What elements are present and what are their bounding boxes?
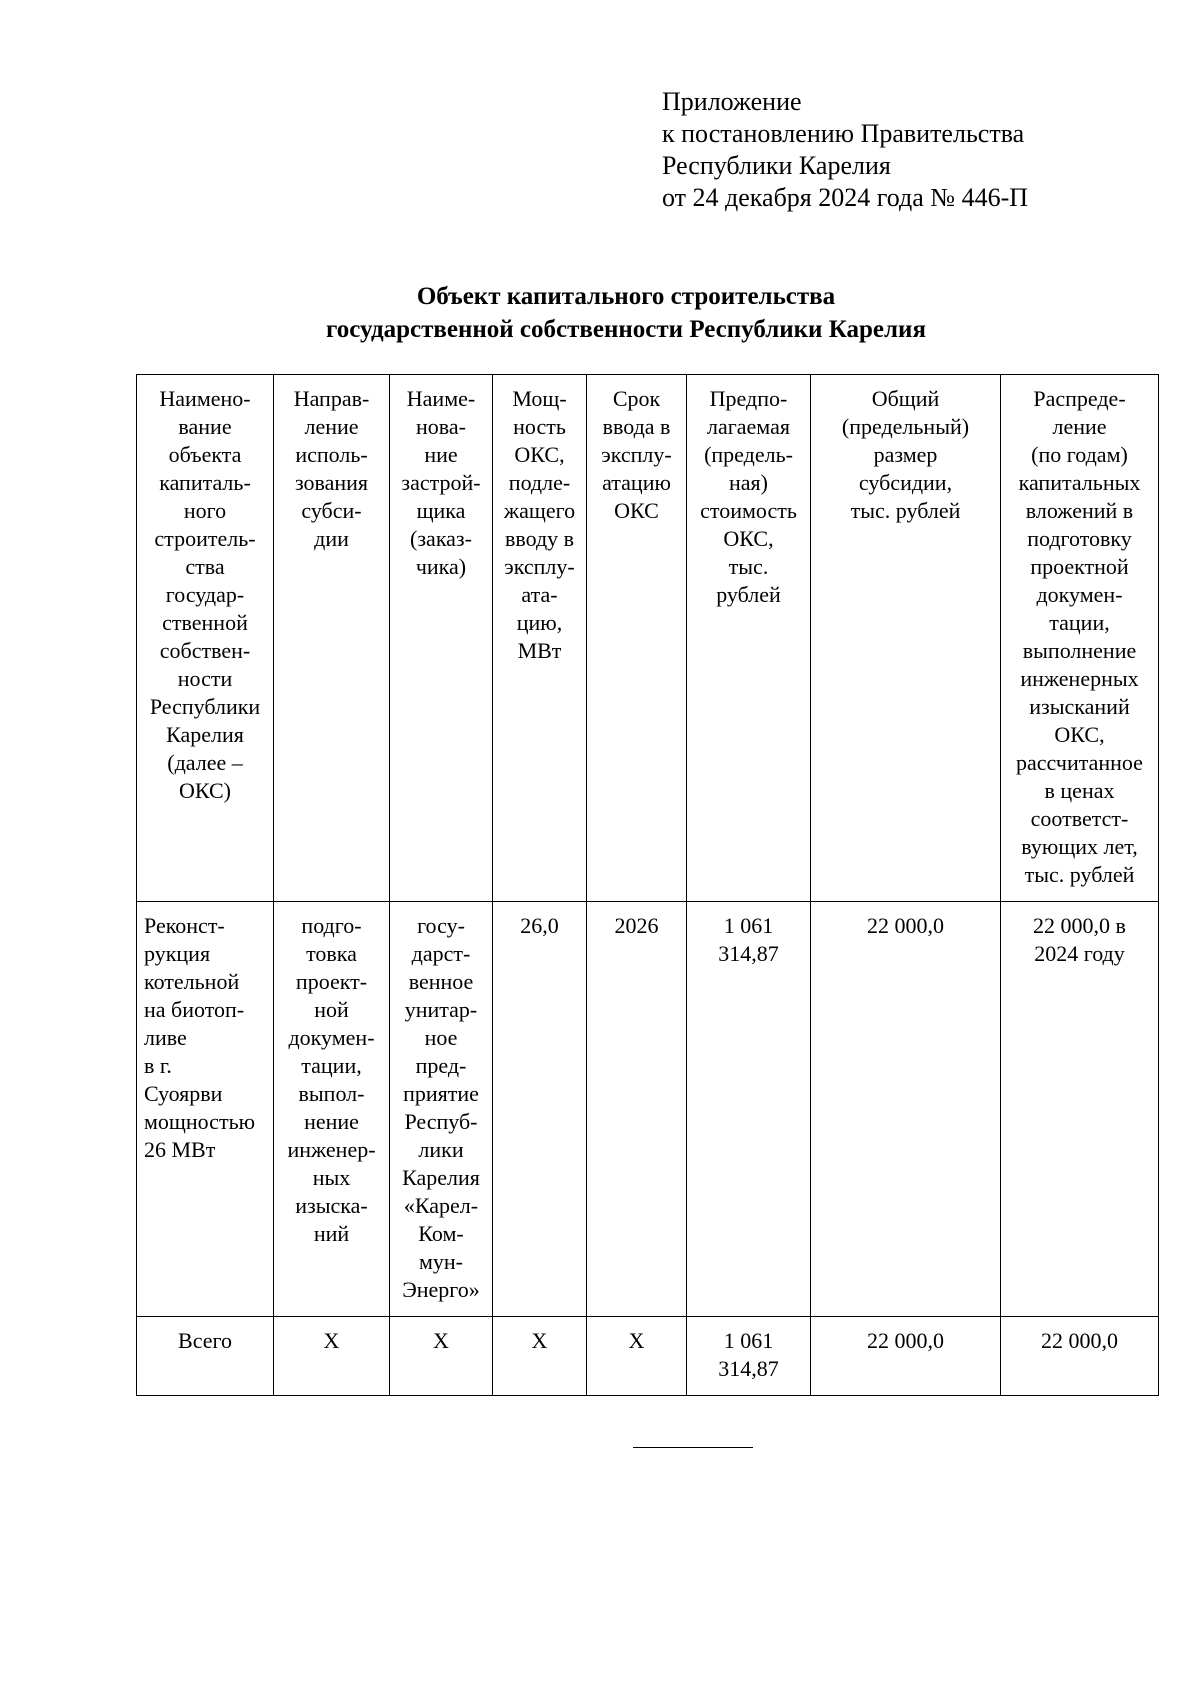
appendix-line: Приложение <box>662 87 802 116</box>
table-row <box>137 902 1159 1317</box>
appendix-block <box>662 86 1028 214</box>
capital-construction-table <box>136 374 1159 1396</box>
header-object-name: Наимено- вание объекта капиталь- ного строитель- ства государ- ственной собствен- ности Республики Карелия (далее – ОКС) <box>137 375 274 902</box>
total-subsidy-total: 22 000,0 <box>811 1317 1001 1396</box>
total-subsidy-purpose: Х <box>274 1317 390 1396</box>
cell-commissioning-term: 2026 <box>587 902 687 1317</box>
appendix-line: к постановлению Правительства <box>662 119 1025 148</box>
end-separator-line <box>633 1447 753 1448</box>
cell-capacity: 26,0 <box>493 902 587 1317</box>
appendix-line: Республики Карелия <box>662 151 891 180</box>
header-commissioning-term: Срок ввода в эксплу- атацию ОКС <box>587 375 687 902</box>
cell-object-name: Реконст- рукция котельной на биотоп- ливе в г. Суоярви мощностью 26 МВт <box>137 902 274 1317</box>
header-developer: Наиме- нова- ние застрой- щика (заказ- чика) <box>390 375 493 902</box>
table-header-row <box>137 375 1159 902</box>
appendix-line: от 24 декабря 2024 года № 446-П <box>662 183 1029 212</box>
cell-developer: госу- дарст- венное унитар- ное пред- приятие Респуб- лики Карелия «Карел- Ком- мун- Энерго» <box>390 902 493 1317</box>
cell-estimated-cost: 1 061 314,87 <box>687 902 811 1317</box>
cell-distribution-by-year: 22 000,0 в 2024 году <box>1001 902 1159 1317</box>
header-subsidy-purpose: Направ- ление исполь- зования субси- дии <box>274 375 390 902</box>
header-subsidy-total: Общий (предельный) размер субсидии, тыс. рублей <box>811 375 1001 902</box>
cell-subsidy-purpose: подго- товка проект- ной докумен- тации, выпол- нение инженер- ных изыска- ний <box>274 902 390 1317</box>
table-total-row <box>137 1317 1159 1396</box>
total-commissioning-term: Х <box>587 1317 687 1396</box>
total-estimated-cost: 1 061 314,87 <box>687 1317 811 1396</box>
total-label: Всего <box>137 1317 274 1396</box>
cell-subsidy-total: 22 000,0 <box>811 902 1001 1317</box>
header-estimated-cost: Предпо- лагаемая (предель- ная) стоимость ОКС, тыс. рублей <box>687 375 811 902</box>
header-distribution-by-year: Распреде- ление (по годам) капитальных вложений в подготовку проектной докумен- тации, выполнение инженерных изысканий ОКС, рассчитанное в ценах соответст- вующих лет, тыс. рублей <box>1001 375 1159 902</box>
total-distribution-by-year: 22 000,0 <box>1001 1317 1159 1396</box>
document-title-line: государственной собственности Республики Карелия <box>326 316 926 343</box>
total-capacity: Х <box>493 1317 587 1396</box>
total-developer: Х <box>390 1317 493 1396</box>
document-title <box>0 280 1200 346</box>
header-capacity: Мощ- ность ОКС, подле- жащего вводу в эксплу- ата- цию, МВт <box>493 375 587 902</box>
document-title-line: Объект капитального строительства <box>416 283 836 310</box>
